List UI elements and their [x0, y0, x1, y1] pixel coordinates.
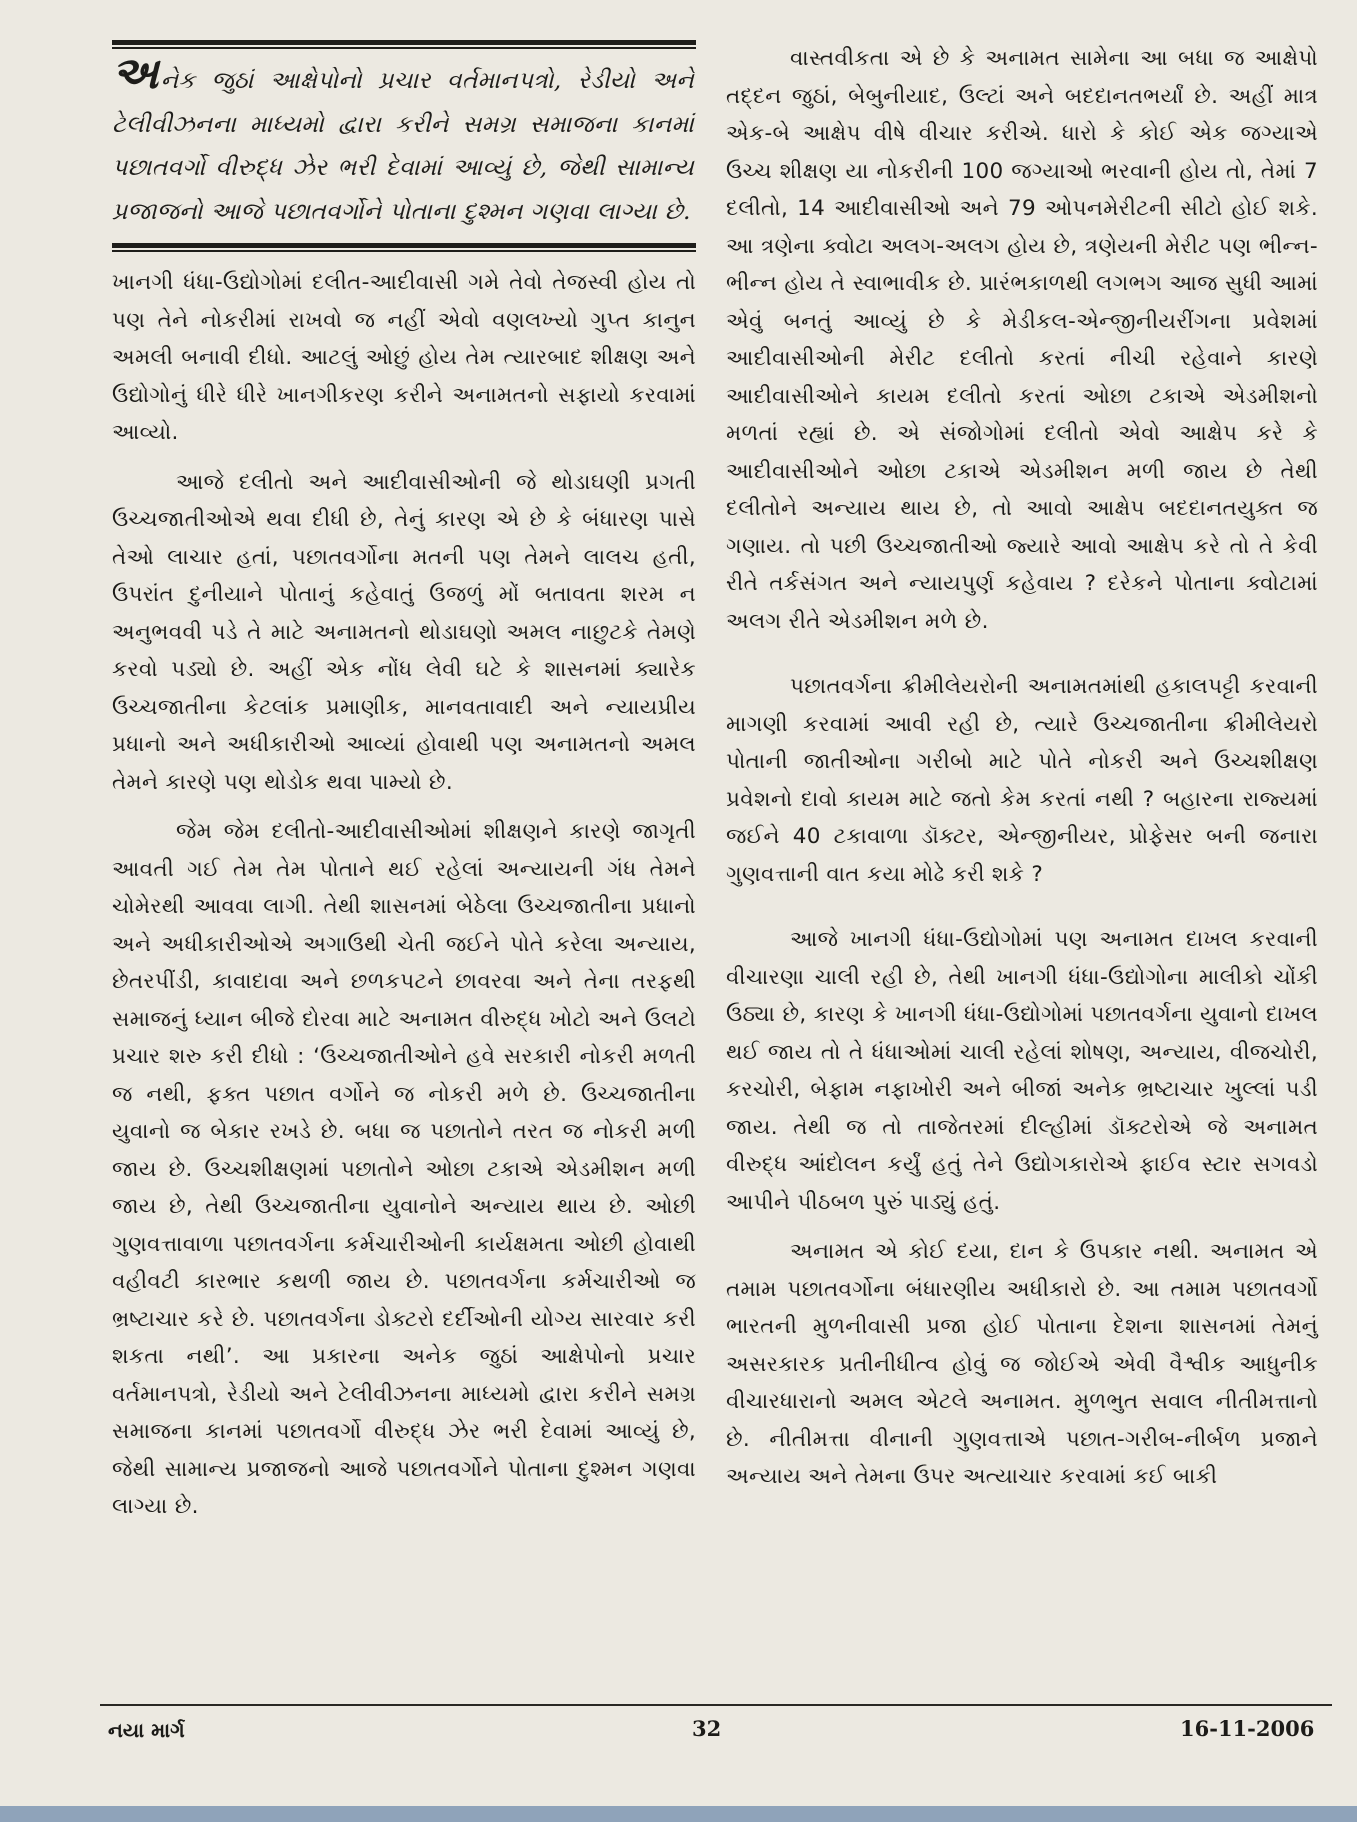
pullquote-top-rule: [112, 40, 696, 49]
scan-edge-band: [0, 1806, 1357, 1822]
pullquote-dropcap: અ: [112, 48, 159, 99]
magazine-name: નયા માર્ગ: [108, 1718, 185, 1742]
right-paragraph-4: અનામત એ કોઈ દયા, દાન કે ઉપકાર નથી. અનામત એ તમામ પછાતવર્ગોના બંધારણીય અધીકારો છે. આ તમામ પછાતવર્ગો ભારતની મુળનીવાસી પ્રજા હોઈ પોતાના દેશના શાસનમાં તેમનું અસરકારક પ્રતીનીધીત્વ હોવું જ જોઈએ એવી વૈશ્વીક આધુનીક વીચારધારાનો અમલ એટલે અનામત. મુળભુત સવાલ નીતીમત્તાનો છે. નીતીમત્તા વીનાની ગુણવત્તાએ પછાત-ગરીબ-નીર્બળ પ્રજાને અન્યાય અને તેમના ઉપર અત્યાચાર કરવામાં કઈ બાકી: [726, 1239, 1318, 1489]
pullquote: [112, 49, 696, 243]
pullquote-bottom-rule: [112, 243, 696, 252]
left-paragraph-3: જેમ જેમ દલીતો-આદીવાસીઓમાં શીક્ષણને કારણે જાગૃતી આવતી ગઈ તેમ તેમ પોતાને થઈ રહેલાં અન્યાયની ગંધ તેમને ચોમેરથી આવવા લાગી. તેથી શાસનમાં બેઠેલા ઉચ્ચજાતીના પ્રધાનો અને અધીકારીઓએ અગાઉથી ચેતી જઈને પોતે કરેલા અન્યાય, છેતરપીંડી, કાવાદાવા અને છળકપટને છાવરવા અને તેના તરફથી સમાજનું ધ્યાન બીજે દોરવા માટે અનામત વીરુદ્ધ ખોટો અને ઉલટો પ્રચાર શરુ કરી દીધો : ‘ઉચ્ચજાતીઓને હવે સરકારી નોકરી મળતી જ નથી, ફક્ત પછાત વર્ગોને જ નોકરી મળે છે. ઉચ્ચજાતીના યુવાનો જ બેકાર રખડે છે. બધા જ પછાતોને તરત જ નોકરી મળી જાય છે. ઉચ્ચશીક્ષણમાં પછાતોને ઓછા ટકાએ એડમીશન મળી જાય છે, તેથી ઉચ્ચજાતીના યુવાનોને અન્યાય થાય છે. ઓછી ગુણવત્તાવાળા પછાતવર્ગના કર્મચારીઓની કાર્યક્ષમતા ઓછી હોવાથી વહીવટી કારભાર કથળી જાય છે. પછાતવર્ગના કર્મચારીઓ જ ભ્રષ્ટાચાર કરે છે. પછાતવર્ગના ડોક્ટરો દર્દીઓની યોગ્ય સારવાર કરી શકતા નથી’. આ પ્રકારના અનેક જુઠાં આક્ષેપોનો પ્રચાર વર્તમાનપત્રો, રેડીયો અને ટેલીવીઝનના માધ્યમો દ્વારા કરીને સમગ્ર સમાજના કાનમાં પછાતવર્ગો વીરુદ્ધ ઝેર ભરી દેવામાં આવ્યું છે, જેથી સામાન્ય પ્રજાજનો આજે પછાતવર્ગોને પોતાના દુશ્મન ગણવા લાગ્યા છે.: [112, 819, 696, 1519]
footer-rule: [100, 1704, 1332, 1706]
right-paragraph-3: આજે ખાનગી ધંધા-ઉદ્યોગોમાં પણ અનામત દાખલ કરવાની વીચારણા ચાલી રહી છે, તેથી ખાનગી ધંધા-ઉદ્યોગોના માલીકો ચોંકી ઉઠ્યા છે, કારણ કે ખાનગી ધંધા-ઉદ્યોગોમાં પછાતવર્ગના યુવાનો દાખલ થઈ જાય તો તે ધંધાઓમાં ચાલી રહેલાં શોષણ, અન્યાય, વીજચોરી, કરચોરી, બેફામ નફાખોરી અને બીજાં અનેક ભ્રષ્ટાચાર ખુલ્લાં પડી જાય. તેથી જ તો તાજેતરમાં દીલ્હીમાં ડૉક્ટરોએ જે અનામત વીરુદ્ધ આંદોલન કર્યું હતું તેને ઉદ્યોગકારોએ ફાઈવ સ્ટાર સગવડો આપીને પીઠબળ પુરું પાડ્યું હતું.: [726, 927, 1318, 1215]
right-paragraph-2: પછાતવર્ગના ક્રીમીલેયરોની અનામતમાંથી હકાલપટ્ટી કરવાની માગણી કરવામાં આવી રહી છે, ત્યારે ઉચ્ચજાતીના ક્રીમીલેયરો પોતાની જાતીઓના ગરીબો માટે પોતે નોકરી અને ઉચ્ચશીક્ષણ પ્રવેશનો દાવો કાયમ માટે જતો કેમ કરતાં નથી ? બહારના રાજ્યમાં જઈને 40 ટકાવાળા ડૉક્ટર, એન્જીનીયર, પ્રોફેસર બની જનારા ગુણવત્તાની વાત કયા મોઢે કરી શકે ?: [726, 674, 1318, 887]
issue-date: 16-11-2006: [1180, 1716, 1315, 1741]
page-number: 32: [692, 1716, 722, 1741]
left-paragraph-1: ખાનગી ધંધા-ઉદ્યોગોમાં દલીત-આદીવાસી ગમે તેવો તેજસ્વી હોય તો પણ તેને નોકરીમાં રાખવો જ નહીં એવો વણલખ્યો ગુપ્ત કાનુન અમલી બનાવી દીધો. આટલું ઓછું હોય તેમ ત્યારબાદ શીક્ષણ અને ઉદ્યોગોનું ધીરે ધીરે ખાનગીકરણ કરીને અનામતનો સફાયો કરવામાં આવ્યો.: [112, 270, 696, 445]
page-footer: [0, 1672, 1357, 1822]
right-paragraph-1: વાસ્તવીકતા એ છે કે અનામત સામેના આ બધા જ આક્ષેપો તદ્દન જુઠાં, બેબુનીયાદ, ઉલ્ટાં અને બદદાનતભર્યાં છે. અહીં માત્ર એક-બે આક્ષેપ વીષે વીચાર કરીએ. ધારો કે કોઈ એક જગ્યાએ ઉચ્ચ શીક્ષણ યા નોકરીની 100 જગ્યાઓ ભરવાની હોય તો, તેમાં 7 દલીતો, 14 આદીવાસીઓ અને 79 ઓપનમેરીટની સીટો હોઈ શકે. આ ત્રણેના ક્વોટા અલગ-અલગ હોય છે, ત્રણેયની મેરીટ પણ ભીન્ન-ભીન્ન હોય તે સ્વાભાવીક છે. પ્રારંભકાળથી લગભગ આજ સુધી આમાં એવું બનતું આવ્યું છે કે મેડીકલ-એન્જીનીયરીંગના પ્રવેશમાં આદીવાસીઓની મેરીટ દલીતો કરતાં નીચી રહેવાને કારણે આદીવાસીઓને કાયમ દલીતો કરતાં ઓછા ટકાએ એડમીશનો મળતાં રહ્યાં છે. એ સંજોગોમાં દલીતો એવો આક્ષેપ કરે કે આદીવાસીઓને ઓછા ટકાએ એડમીશન મળી જાય છે તેથી દલીતોને અન્યાય થાય છે, તો આવો આક્ષેપ બદદાનતયુક્ત જ ગણાય. તો પછી ઉચ્ચજાતીઓ જ્યારે આવો આક્ષેપ કરે તો તે કેવી રીતે તર્કસંગત અને ન્યાયપુર્ણ કહેવાય ? દરેકને પોતાના ક્વોટામાં અલગ રીતે એડમીશન મળે છે.: [726, 46, 1318, 634]
right-column: [726, 40, 1318, 1496]
left-paragraph-2: આજે દલીતો અને આદીવાસીઓની જે થોડાઘણી પ્રગતી ઉચ્ચજાતીઓએ થવા દીધી છે, તેનું કારણ એ છે કે બંધારણ પાસે તેઓ લાચાર હતાં, પછાતવર્ગોના મતની પણ તેમને લાલચ હતી, ઉપરાંત દુનીયાને પોતાનું કહેવાતું ઉજળું મોં બતાવતા શરમ ન અનુભવવી પડે તે માટે અનામતનો થોડાઘણો અમલ નાછુટકે તેમણે કરવો પડ્યો છે. અહીં એક નોંધ લેવી ઘટે કે શાસનમાં ક્યારેક ઉચ્ચજાતીના કેટલાંક પ્રમાણીક, માનવતાવાદી અને ન્યાયપ્રીય પ્રધાનો અને અધીકારીઓ આવ્યાં હોવાથી પણ અનામતનો અમલ તેમને કારણે પણ થોડોક થવા પામ્યો છે.: [112, 469, 696, 795]
left-column: [112, 40, 696, 1526]
pullquote-text: નેક જુઠાં આક્ષેપોનો પ્રચાર વર્તમાનપત્રો, રેડીયો અને ટેલીવીઝનના માધ્યમો દ્વારા કરીને સમગ્ર સમાજના કાનમાં પછાતવર્ગો વીરુદ્ધ ઝેર ભરી દેવામાં આવ્યું છે, જેથી સામાન્ય પ્રજાજનો આજે પછાતવર્ગોને પોતાના દુશ્મન ગણવા લાગ્યા છે.: [112, 66, 694, 225]
